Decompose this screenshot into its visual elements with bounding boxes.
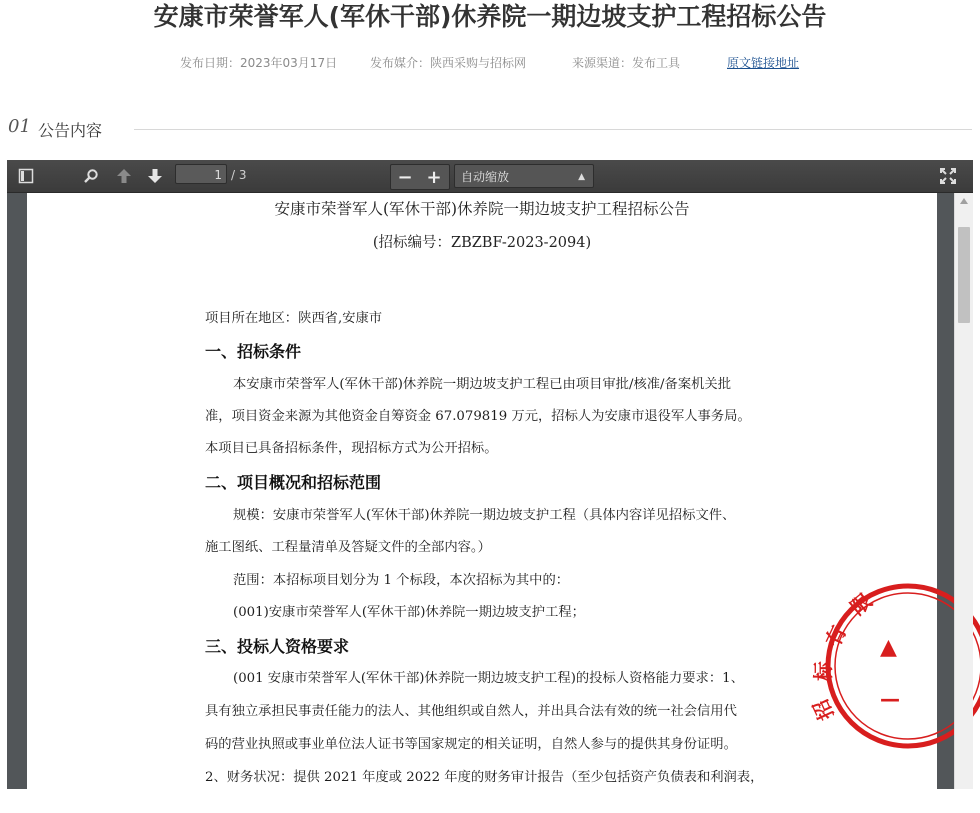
document-area [7,193,955,789]
paragraph-line: (001)安康市荣誉军人(军休干部)休养院一期边坡支护工程； [233,605,585,620]
publish-date: 发布日期：2023年03月17日 [180,56,338,70]
zoom-out-button[interactable]: − [397,166,413,188]
next-page-icon[interactable] [142,164,168,188]
meta-row [0,54,980,74]
source-channel: 来源渠道：发布工具 [572,56,681,70]
paragraph-line: 码的营业执照或事业单位法人证书等国家规定的相关证明，自然人参与的提供其身份证明。 [205,737,737,752]
paragraph-line: 本安康市荣誉军人(军休干部)休养院一期边坡支护工程已由项目审批/核准/备案机关批 [233,377,732,392]
vertical-scrollbar[interactable] [954,193,973,789]
pdf-viewer [7,160,973,789]
paragraph-line: 规模：安康市荣誉军人(军休干部)休养院一期边坡支护工程（具体内容详见招标文件、 [233,508,736,523]
section-heading-3: 三、投标人资格要求 [205,637,350,656]
page-number-input[interactable]: 1 [175,164,227,184]
paragraph-line: (001 安康市荣誉军人(军休干部)休养院一期边坡支护工程)的投标人资格能力要求：1、 [233,671,744,686]
svg-text:有: 有 [820,621,851,651]
svg-text:—: — [880,687,900,711]
fullscreen-icon[interactable] [935,164,961,188]
svg-text:标: 标 [811,661,835,681]
original-link[interactable]: 原文链接地址 [727,56,800,70]
document-title: 安康市荣誉军人(军休干部)休养院一期边坡支护工程招标公告 [274,200,690,218]
section-divider [134,129,972,130]
zoom-controls [390,164,450,190]
section-header [8,116,972,140]
paragraph-line: 施工图纸、工程量清单及答疑文件的全部内容。） [205,540,491,555]
select-caret-icon: ▲ [578,172,585,182]
section-heading-1: 一、招标条件 [205,342,302,361]
scrollbar-thumb[interactable] [958,227,970,323]
red-seal-stamp [808,576,910,751]
document-page [27,193,937,813]
pdf-toolbar [7,160,973,193]
sidebar-toggle-icon[interactable] [13,164,39,188]
search-icon[interactable] [78,164,104,188]
publish-media: 发布媒介：陕西采购与招标网 [370,56,527,70]
section-label: 公告内容 [38,121,103,140]
svg-text:招: 招 [808,695,839,725]
paragraph-line: 准，项目资金来源为其他资金自筹资金 67.079819 万元，招标人为安康市退役军人事务局。 [205,409,751,424]
project-region: 项目所在地区：陕西省,安康市 [205,311,383,326]
svg-text:限: 限 [845,588,877,620]
zoom-select[interactable] [454,164,594,188]
paragraph-line: 2、财务状况：提供 2021 年度或 2022 年度的财务审计报告（至少包括资产负债表和利润表， [205,770,764,785]
page-title: 安康市荣誉军人(军休干部)休养院一期边坡支护工程招标公告 [153,2,827,31]
svg-text:▲: ▲ [880,635,897,660]
previous-page-icon[interactable] [111,164,137,188]
document-code: (招标编号：ZBZBF-2023-2094) [372,235,592,251]
paragraph-line: 具有独立承担民事责任能力的法人、其他组织或自然人，并出具合法有效的统一社会信用代 [205,704,737,719]
paragraph-line: 本项目已具备招标条件，现招标方式为公开招标。 [205,441,498,456]
scroll-up-icon[interactable] [955,193,973,209]
section-heading-2: 二、项目概况和招标范围 [205,473,382,492]
paragraph-line: 范围：本招标项目划分为 1 个标段，本次招标为其中的： [233,573,570,588]
zoom-in-button[interactable]: + [426,166,442,188]
page-total: / 3 [231,168,247,182]
zoom-select-value: 自动缩放 [461,170,510,184]
section-number: 01 [8,116,31,137]
